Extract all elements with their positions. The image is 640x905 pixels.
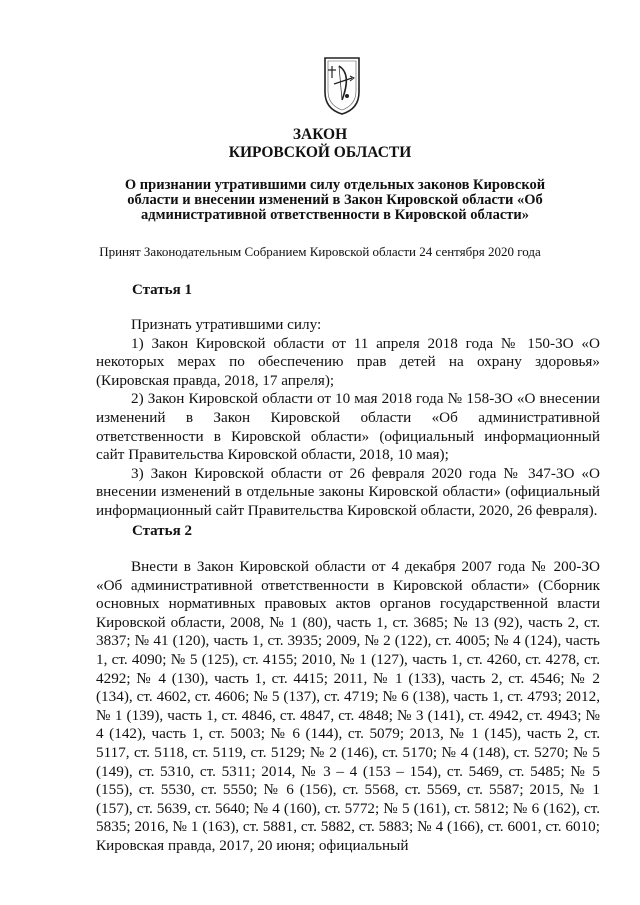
article-1-item: 3) Закон Кировской области от 26 февраля 2020 года № 347-ЗО «О внесении изменений в отдельные законы Кировской области» (официальный информационный сайт Правительства Кировской области, 2020, 26 февраля). (96, 464, 600, 519)
article-1-heading: Статья 1 (132, 282, 192, 298)
law-title: ЗАКОН (292, 126, 348, 143)
article-2-body (96, 558, 600, 856)
article-1-body (96, 316, 600, 521)
article-1-item: 1) Закон Кировской области от 11 апреля 2018 года № 150-ЗО «О некоторых мерах по обеспечению прав детей на охрану здоровья» (Кировская правда, 2018, 17 апреля); (96, 334, 600, 389)
region-title: КИРОВСКОЙ ОБЛАСТИ (228, 144, 412, 161)
article-1-intro: Признать утратившими силу: (131, 316, 322, 333)
law-subtitle: О признании утратившими силу отдельных законов Кировской области и внесении изменений в Закон Кировской области «Об административной ответственности в Кировской области» (124, 177, 546, 223)
article-1-item: 2) Закон Кировской области от 10 мая 2018 года № 158-ЗО «О внесении изменений в Закон Кировской области «Об административной ответственности в Кировской области» (официальный информационный сайт Правительства Кировской области, 2018, 10 мая); (96, 390, 600, 464)
coat-of-arms-icon (322, 54, 362, 116)
adoption-note: Принят Законодательным Собранием Кировской области 24 сентября 2020 года (99, 244, 541, 259)
article-2-paragraph: Внести в Закон Кировской области от 4 декабря 2007 года № 200-ЗО «Об административной ответственности в Кировской области» (Сборник основных нормативных правовых актов органов государственной власти Кировской области, 2008, № 1 (80), часть 1, ст. 3685; № 13 (92), часть 2, ст. 3837; № 41 (120), часть 1, ст. 3935; 2009, № 2 (122), ст. 4005; № 4 (124), часть 1, ст. 4090; № 5 (125), ст. 4155; 2010, № 1 (127), часть 1, ст. 4260, ст. 4278, ст. 4292; № 4 (130), часть 1, ст. 4415; 2011, № 1 (133), часть 2, ст. 4546; № 2 (134), ст. 4602, ст. 4606; № 5 (137), ст. 4719; № 6 (138), часть 1, ст. 4793; 2012, № 1 (139), часть 1, ст. 4846, ст. 4847, ст. 4848; № 3 (141), ст. 4942, ст. 4943; № 4 (142), часть 1, ст. 5003; № 6 (144), ст. 5079; 2013, № 1 (145), часть 2, ст. 5117, ст. 5118, ст. 5119, ст. 5129; № 2 (146), ст. 5170; № 4 (148), ст. 5270; № 5 (149), ст. 5310, ст. 5311; 2014, № 3 – 4 (153 – 154), ст. 5469, ст. 5485; № 5 (155), ст. 5530, ст. 5550; № 6 (156), ст. 5568, ст. 5569, ст. 5587; 2015, № 1 (157), ст. 5639, ст. 5640; № 4 (160), ст. 5772; № 5 (161), ст. 5812; № 6 (162), ст. 5835; 2016, № 1 (163), ст. 5881, ст. 5882, ст. 5883; № 4 (166), ст. 6001, ст. 6010; Кировская правда, 2017, 20 июня; официальный (96, 558, 600, 854)
article-2-heading: Статья 2 (132, 523, 192, 539)
